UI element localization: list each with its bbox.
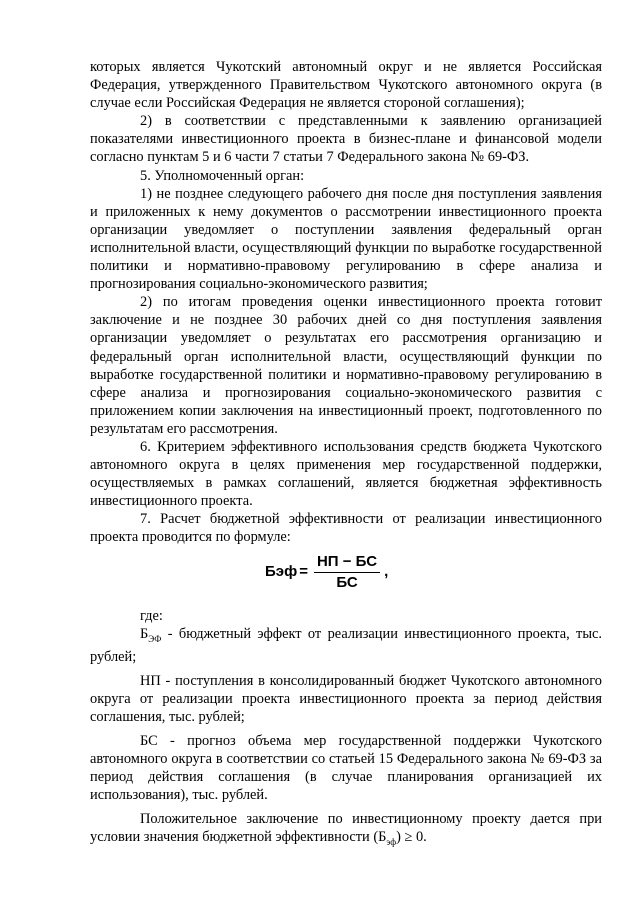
beff-text: - бюджетный эффект от реализации инвестиционного проекта, тыс. рублей; [90,625,602,665]
beff-symbol: Б [140,625,149,642]
formula-fraction [314,553,380,592]
budget-efficiency-formula [265,553,388,592]
paragraph-section-6: 6. Критерием эффективного использования средств бюджета Чукотского автономного округа в целях применения мер государственной поддержки, осуществляемых в рамках соглашений, является бюджетная эффективность инвестиционного проекта. [90,438,602,510]
where-label: где: [140,607,163,624]
conclusion-subscript: эф [386,837,397,848]
paragraph-item-5-1: 1) не позднее следующего рабочего дня после дня поступления заявления и приложенных к нему документов о рассмотрении инвестиционного проекта организации уведомляет о поступлении заявления федеральный орган исполнительной власти, осуществляющий функции по выработке государственной политики и нормативно-правовому регулированию в сфере анализа и прогнозирования социально-экономического развития; [90,185,602,293]
paragraph-section-7: 7. Расчет бюджетной эффективности от реализации инвестиционного проекта проводится по формуле: [90,511,602,546]
definition-np: НП - поступления в консолидированный бюджет Чукотского автономного округа от реализации проекта инвестиционного проекта за период действия соглашения, тыс. рублей; [90,672,602,725]
formula-denominator: БС [336,573,358,591]
conclusion-paragraph [90,810,602,851]
conclusion-text: Положительное заключение по инвестиционному проекту дается при условии значения бюджетной эффективности (Б [90,811,602,846]
definition-bs: БС - прогноз объема мер государственной поддержки Чукотского автономного округа в соответствии со статьей 15 Федерального закона № 69-ФЗ за период действия соглашения (в случае планирования организацией их использования), тыс. рублей. [90,732,602,804]
paragraph-section-5: 5. Уполномоченный орган: [140,167,305,184]
definition-beff [90,625,602,666]
paragraph-item-5-2: 2) по итогам проведения оценки инвестиционного проекта готовит заключение и не позднее 30 рабочих дней со дня поступления заявления организации уведомляет о результатах его рассмотрения организацию и федеральный орган исполнительной власти, осуществляющий функции по выработке государственной политики и нормативно-правовому регулированию в сфере анализа и прогнозирования социально-экономического развития с приложением копии заключения на инвестиционный проект, подготовленного по результатам его рассмотрения. [90,294,602,437]
paragraph-item-4-2: 2) в соответствии с представленными к заявлению организацией показателями инвестиционного проекта в бизнес-плане и финансовой модели согласно пунктам 5 и 6 части 7 статьи 7 Федерального закона № 69-ФЗ. [90,113,602,166]
beff-subscript: ЭФ [148,633,162,644]
conclusion-tail: ) ≥ 0. [396,829,427,846]
formula-numerator: НП − БС [314,553,380,573]
formula-trail: , [384,563,389,581]
formula-lhs: Бэф [265,563,298,581]
paragraph-continuation: которых является Чукотский автономный округ и не является Российская Федерация, утвержденного Правительством Чукотского автономного округа (в случае если Российская Федерация не является стороной соглашения); [90,59,602,112]
formula-equals: = [299,563,308,581]
formula-block [90,547,602,607]
document-page [90,58,602,851]
